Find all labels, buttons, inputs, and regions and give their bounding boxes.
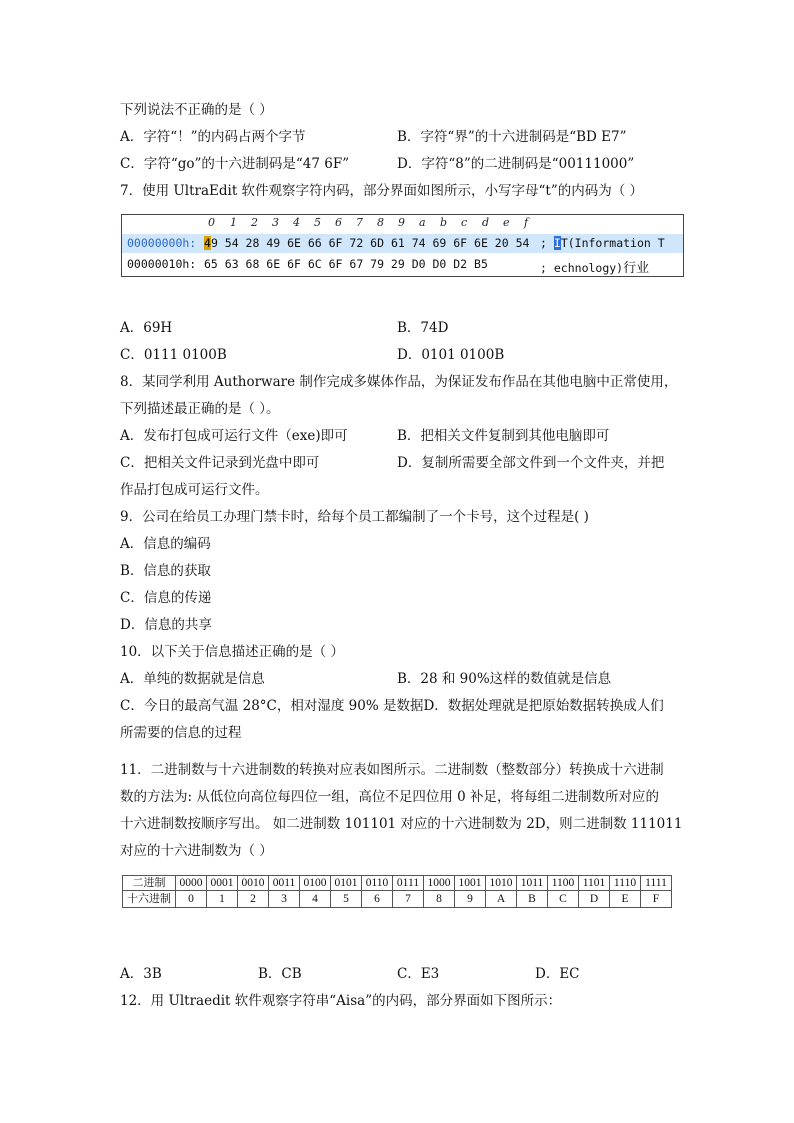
q6-option-d: D．字符“8”的二进制码是“00111000” [397,156,635,172]
table-header-binary: 二进制 [123,876,176,891]
binary-cell: 1011 [517,876,548,891]
question-11-line-2: 数的方法为: 从低位向高位每四位一组，高位不足四位用 0 补足，将每组二进制数所对应的 [120,789,660,805]
row-hex-bytes [204,236,529,250]
hex-cell: B [517,891,548,908]
question-11-line-3: 十六进制数按顺序写出。 如二进制数 101101 对应的十六进制数为 2D，则二进制数 111011 [120,816,683,832]
q8-option-c: C．把相关文件记录到光盘中即可 [120,455,320,471]
q11-option-a: A．3B [120,966,162,982]
ultraedit-screenshot [121,214,684,277]
hex-cell: 4 [300,891,331,908]
q10-option-c-d: C．今日的最高气温 28°C，相对湿度 90% 是数据D．数据处理就是把原始数据转换成人们 [120,698,664,714]
col-header: 5 [314,216,321,229]
question-7-stem: 7．使用 UltraEdit 软件观察字符内码，部分界面如图所示，小写字母“t”的内码为（ ） [120,183,644,199]
col-header: 6 [335,216,342,229]
hex-cell: 7 [393,891,424,908]
question-9-stem: 9．公司在给员工办理门禁卡时，给每个员工都编制了一个卡号，这个过程是( ) [120,509,589,525]
binary-cell: 0110 [362,876,393,891]
question-6-stem: 下列说法不正确的是（ ） [120,102,273,118]
col-header: 8 [377,216,384,229]
binary-cell: 1001 [455,876,486,891]
binary-cell: 0100 [300,876,331,891]
q8-option-b: B．把相关文件复制到其他电脑即可 [397,428,610,444]
col-header: b [440,216,448,229]
hex-cell: 1 [207,891,238,908]
col-header: 3 [272,216,279,229]
binary-cell: 1010 [486,876,517,891]
col-header: 4 [293,216,300,229]
binary-cell: 0001 [207,876,238,891]
q7-option-d: D．0101 0100B [397,347,505,363]
text-cjk: 行业 [623,261,650,276]
col-header: 0 [208,216,215,229]
hex-cell: D [579,891,610,908]
q11-option-c: C．E3 [397,966,440,982]
q11-option-d: D．EC [535,966,580,982]
table-header-hex: 十六进制 [123,891,176,908]
col-header: a [419,216,426,229]
question-11-line-4: 对应的十六进制数为（ ） [120,843,273,859]
col-header: e [503,216,510,229]
binary-cell: 1110 [610,876,641,891]
col-header: f [524,216,529,229]
hex-cell: A [486,891,517,908]
question-8-stem-cont: 下列描述最正确的是（ ）。 [120,401,280,417]
separator: ; [540,236,547,250]
question-11-line-1: 11．二进制数与十六进制数的转换对应表如图所示。二进制数（整数部分）转换成十六进制 [120,762,664,778]
q6-option-b: B．字符“界”的十六进制码是“BD E7” [397,129,627,145]
hex-cell: 6 [362,891,393,908]
hex-values: 9 54 28 49 6E 66 6F 72 6D 61 74 69 6F 6E 20 54 [210,236,530,250]
question-12-stem: 12．用 Ultraedit 软件观察字符串“Aisa”的内码，部分界面如下图所示： [120,993,562,1009]
hex-cell: 9 [455,891,486,908]
q6-option-c: C．字符“go”的十六进制码是“47 6F” [120,156,350,172]
q10-option-d-cont: 所需要的信息的过程 [120,725,242,741]
col-header: d [482,216,490,229]
text-cursor: I [553,236,561,250]
text-values: echnology) [553,261,624,275]
col-header: 1 [230,216,237,229]
col-header: 9 [398,216,405,229]
q7-option-b: B．74D [397,320,449,336]
q9-option-d: D．信息的共享 [120,617,212,633]
col-header: 7 [356,216,363,229]
hex-cell: 5 [331,891,362,908]
separator: ; [540,261,547,275]
hex-cell: C [548,891,579,908]
binary-cell: 0010 [238,876,269,891]
q7-option-a: A．69H [120,320,173,336]
binary-cell: 0101 [331,876,362,891]
binary-hex-table [122,875,672,908]
hex-cell: E [610,891,641,908]
binary-cell: 1100 [548,876,579,891]
q8-option-d: D．复制所需要全部文件到一个文件夹，并把 [397,455,665,471]
q10-option-a: A．单纯的数据就是信息 [120,671,265,687]
text-values: T(Information T [560,236,665,250]
binary-cell: 1101 [579,876,610,891]
row-address: 00000000h: [127,236,197,250]
hex-column-header [122,215,683,231]
hex-cell: 0 [176,891,207,908]
row-text [540,257,649,276]
q11-option-b: B．CB [258,966,302,982]
hex-cell: 8 [424,891,455,908]
hex-cell: 2 [238,891,269,908]
q6-option-a: A．字符“！”的内码占两个字节 [120,129,306,145]
row-hex-bytes: 65 63 68 6E 6F 6C 6F 67 79 29 D0 D0 D2 B5 [204,257,488,271]
col-header: 2 [251,216,258,229]
binary-cell: 0000 [176,876,207,891]
q10-option-b: B．28 和 90%这样的数值就是信息 [397,671,612,687]
row-text [540,236,665,250]
hex-cell: 3 [269,891,300,908]
col-header: c [461,216,468,229]
binary-cell: 1000 [424,876,455,891]
hex-row-selected [122,234,683,253]
q8-option-a: A．发布打包成可运行文件（exe)即可 [120,428,348,444]
q7-option-c: C．0111 0100B [120,347,227,363]
hex-cell: F [641,891,672,908]
binary-cell: 0011 [269,876,300,891]
hex-row [122,255,683,274]
row-address: 00000010h: [127,257,197,271]
q8-option-d-cont: 作品打包成可运行文件。 [120,482,269,498]
hex-cursor: 4 [204,236,211,250]
question-10-stem: 10．以下关于信息描述正确的是（ ） [120,644,344,660]
question-8-stem: 8．某同学利用 Authorware 制作完成多媒体作品，为保证发布作品在其他电脑中正常使用， [120,374,678,390]
binary-cell: 0111 [393,876,424,891]
q9-option-b: B．信息的获取 [120,563,211,579]
q9-option-a: A．信息的编码 [120,536,211,552]
q9-option-c: C．信息的传递 [120,590,212,606]
binary-cell: 1111 [641,876,672,891]
